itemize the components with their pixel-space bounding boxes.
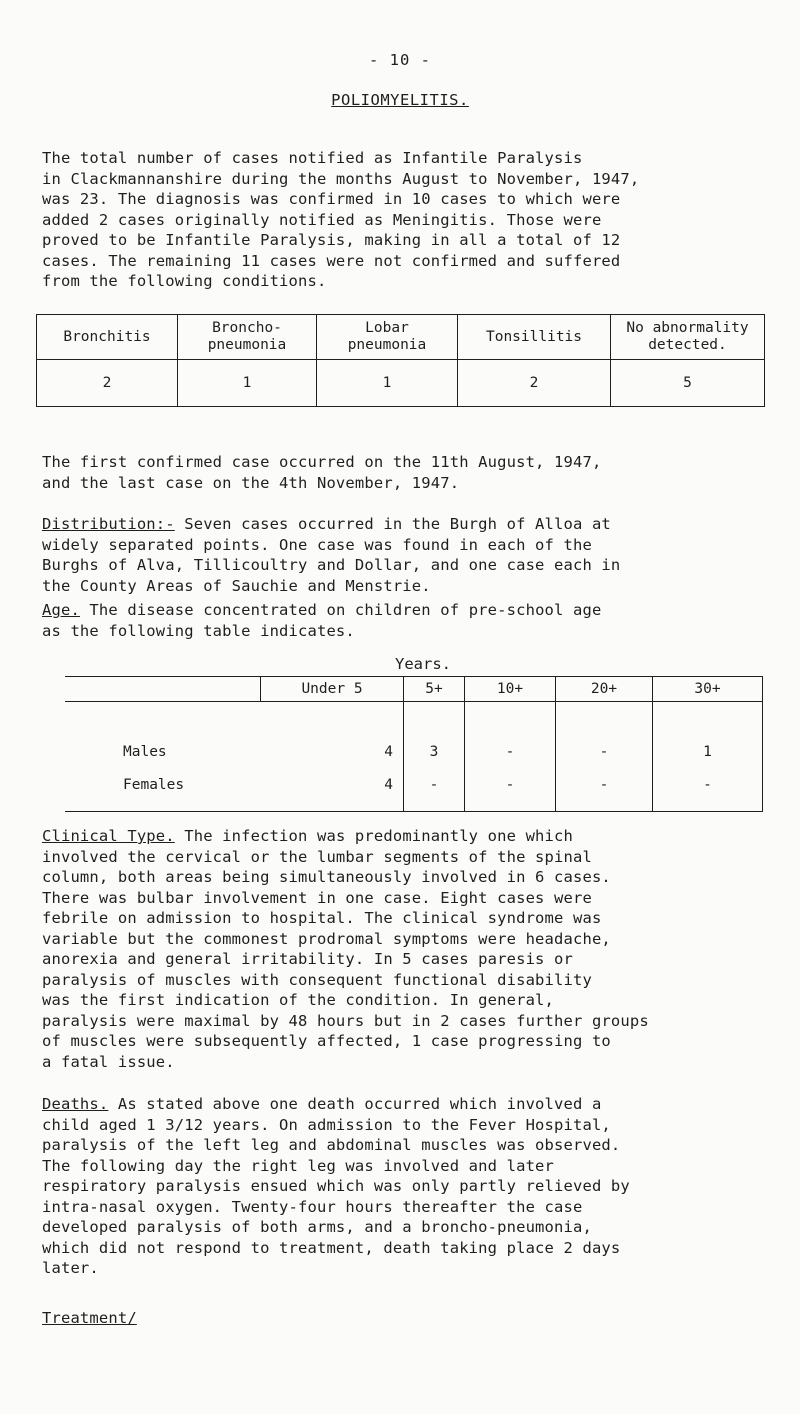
age-row-label-header [65, 677, 261, 702]
conditions-header-cell: No abnormality detected. [611, 315, 765, 360]
age-value-cell: - [556, 702, 653, 775]
first-case-paragraph: The first confirmed case occurred on the 11th August, 1947, and the last case on the 4th November, 1947. [42, 453, 602, 492]
conditions-header-row [37, 315, 765, 360]
age-row-label: Males [123, 744, 167, 760]
age-value-cell: - [703, 776, 712, 793]
page-number: - 10 - [369, 51, 431, 69]
catchword-text: Treatment/ [42, 1309, 137, 1327]
clinical-type-label: Clinical Type. [42, 827, 175, 845]
age-value-cell: - [404, 775, 465, 812]
intro-paragraph: The total number of cases notified as Infantile Paralysis in Clackmannanshire during the months August to November, 1947, was 23. The diagnosis was confirmed in 10 cases to which were added 2 cases originally notified as Meningitis. Those were proved to be Infantile Paralysis, making in all a total of 12 cases. The remaining 11 cases were not confirmed and suffered from the following conditions. [42, 149, 640, 290]
conditions-value-cell: 2 [37, 360, 178, 407]
age-value-cell: 4 [261, 775, 404, 812]
deaths-text: As stated above one death occurred which involved a child aged 1 3/12 years. On admission to the Fever Hospital, paralysis of the left leg and abdominal muscles was observed. The following day the right leg was involved and later respiratory paralysis ensued which was only partly relieved by intra-nasal oxygen. Twenty-four hours thereafter the case developed paralysis of both arms, and a broncho-pneumonia, which did not respond to treatment, death taking place 2 days later. [42, 1095, 630, 1277]
conditions-header-cell: Broncho- pneumonia [178, 315, 317, 360]
age-table-caption: Years. [395, 655, 451, 673]
distribution-text: Seven cases occurred in the Burgh of Alloa at widely separated points. One case was found in each of the Burghs of Alva, Tillicoultry and Dollar, and one case each in the County Areas of Sauchie and Menstrie. [42, 515, 621, 595]
page-title: POLIOMYELITIS. [331, 91, 469, 109]
age-text: The disease concentrated on children of pre-school age as the following table indicates. [42, 601, 602, 640]
conditions-header-cell: Lobar pneumonia [317, 315, 458, 360]
age-row-females [65, 775, 763, 812]
deaths-label: Deaths. [42, 1095, 109, 1113]
age-label: Age. [42, 601, 80, 619]
age-row-males [65, 702, 763, 775]
age-value-cell: 3 [404, 702, 465, 775]
age-header-cell: Under 5 [261, 677, 404, 702]
age-value-cell: - [556, 775, 653, 812]
clinical-type-text: The infection was predominantly one which involved the cervical or the lumbar segments of the spinal column, both areas being simultaneously involved in 6 cases. There was bulbar involvement in one case. Eight cases were febrile on admission to hospital. The clinical syndrome was variable but the commonest prodromal symptoms were headache, anorexia and general irritability. In 5 cases paresis or paralysis of muscles with consequent functional disability was the first indication of the condition. In general, paralysis were maximal by 48 hours but in 2 cases further groups of muscles were subsequently affected, 1 case progressing to a fatal issue. [42, 827, 649, 1071]
conditions-header-cell: Tonsillitis [458, 315, 611, 360]
distribution-label: Distribution:- [42, 515, 175, 533]
conditions-table [36, 314, 765, 407]
age-table [65, 676, 763, 812]
conditions-header-cell: Bronchitis [37, 315, 178, 360]
deaths-paragraph [42, 1094, 772, 1279]
age-paragraph [42, 600, 772, 641]
age-header-row [65, 677, 763, 702]
conditions-value-cell: 1 [317, 360, 458, 407]
distribution-paragraph [42, 514, 772, 596]
age-value-cell: 1 [703, 744, 712, 760]
conditions-value-cell: 5 [683, 374, 692, 391]
age-value-cell: - [465, 775, 556, 812]
conditions-value-row [37, 360, 765, 407]
age-row-label: Females [123, 776, 185, 793]
clinical-type-paragraph [42, 826, 772, 1072]
age-header-cell: 5+ [404, 677, 465, 702]
age-value-cell: - [465, 702, 556, 775]
conditions-value-cell: 1 [178, 360, 317, 407]
age-value-cell: 4 [261, 702, 404, 775]
conditions-value-cell: 2 [458, 360, 611, 407]
age-header-cell: 20+ [556, 677, 653, 702]
age-header-cell: 10+ [465, 677, 556, 702]
age-header-cell: 30+ [653, 677, 763, 702]
catchword [42, 1308, 772, 1329]
